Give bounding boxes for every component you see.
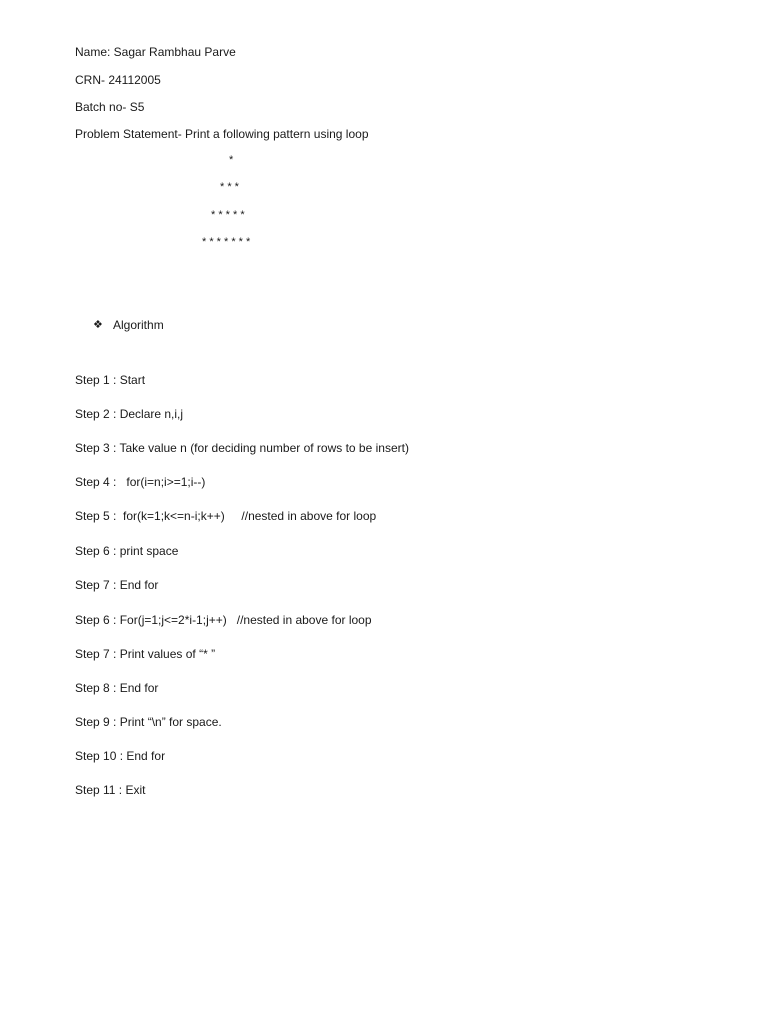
step-line: Step 3 : Take value n (for deciding number of rows to be insert): [75, 441, 409, 455]
pattern-row-1: *: [229, 154, 234, 166]
step-line: Step 1 : Start: [75, 373, 146, 387]
diamond-bullet-icon: ❖: [93, 319, 103, 331]
step-line: Step 4 : for(i=n;i>=1;i--): [75, 475, 206, 489]
problem-statement: Problem Statement- Print a following pattern using loop: [75, 127, 369, 141]
step-line: Step 7 : Print values of “* ”: [75, 647, 216, 661]
crn-number: CRN- 24112005: [75, 73, 161, 87]
pattern-row-2: * * *: [220, 181, 239, 193]
student-name: Name: Sagar Rambhau Parve: [75, 45, 236, 59]
step-line: Step 5 : for(k=1;k<=n-i;k++) //nested in above for loop: [75, 509, 377, 523]
step-line: Step 2 : Declare n,i,j: [75, 407, 184, 421]
pattern-row-3: * * * * *: [211, 209, 245, 221]
step-line: Step 7 : End for: [75, 578, 159, 592]
step-line: Step 8 : End for: [75, 681, 159, 695]
pattern-row-4: * * * * * * *: [202, 236, 251, 248]
step-line: Step 6 : For(j=1;j<=2*i-1;j++) //nested in above for loop: [75, 613, 372, 627]
step-line: Step 11 : Exit: [75, 783, 146, 797]
step-line: Step 10 : End for: [75, 749, 166, 763]
step-line: Step 6 : print space: [75, 544, 179, 558]
batch-number: Batch no- S5: [75, 100, 145, 114]
step-line: Step 9 : Print “\n” for space.: [75, 715, 222, 729]
algorithm-heading: Algorithm: [113, 318, 164, 332]
